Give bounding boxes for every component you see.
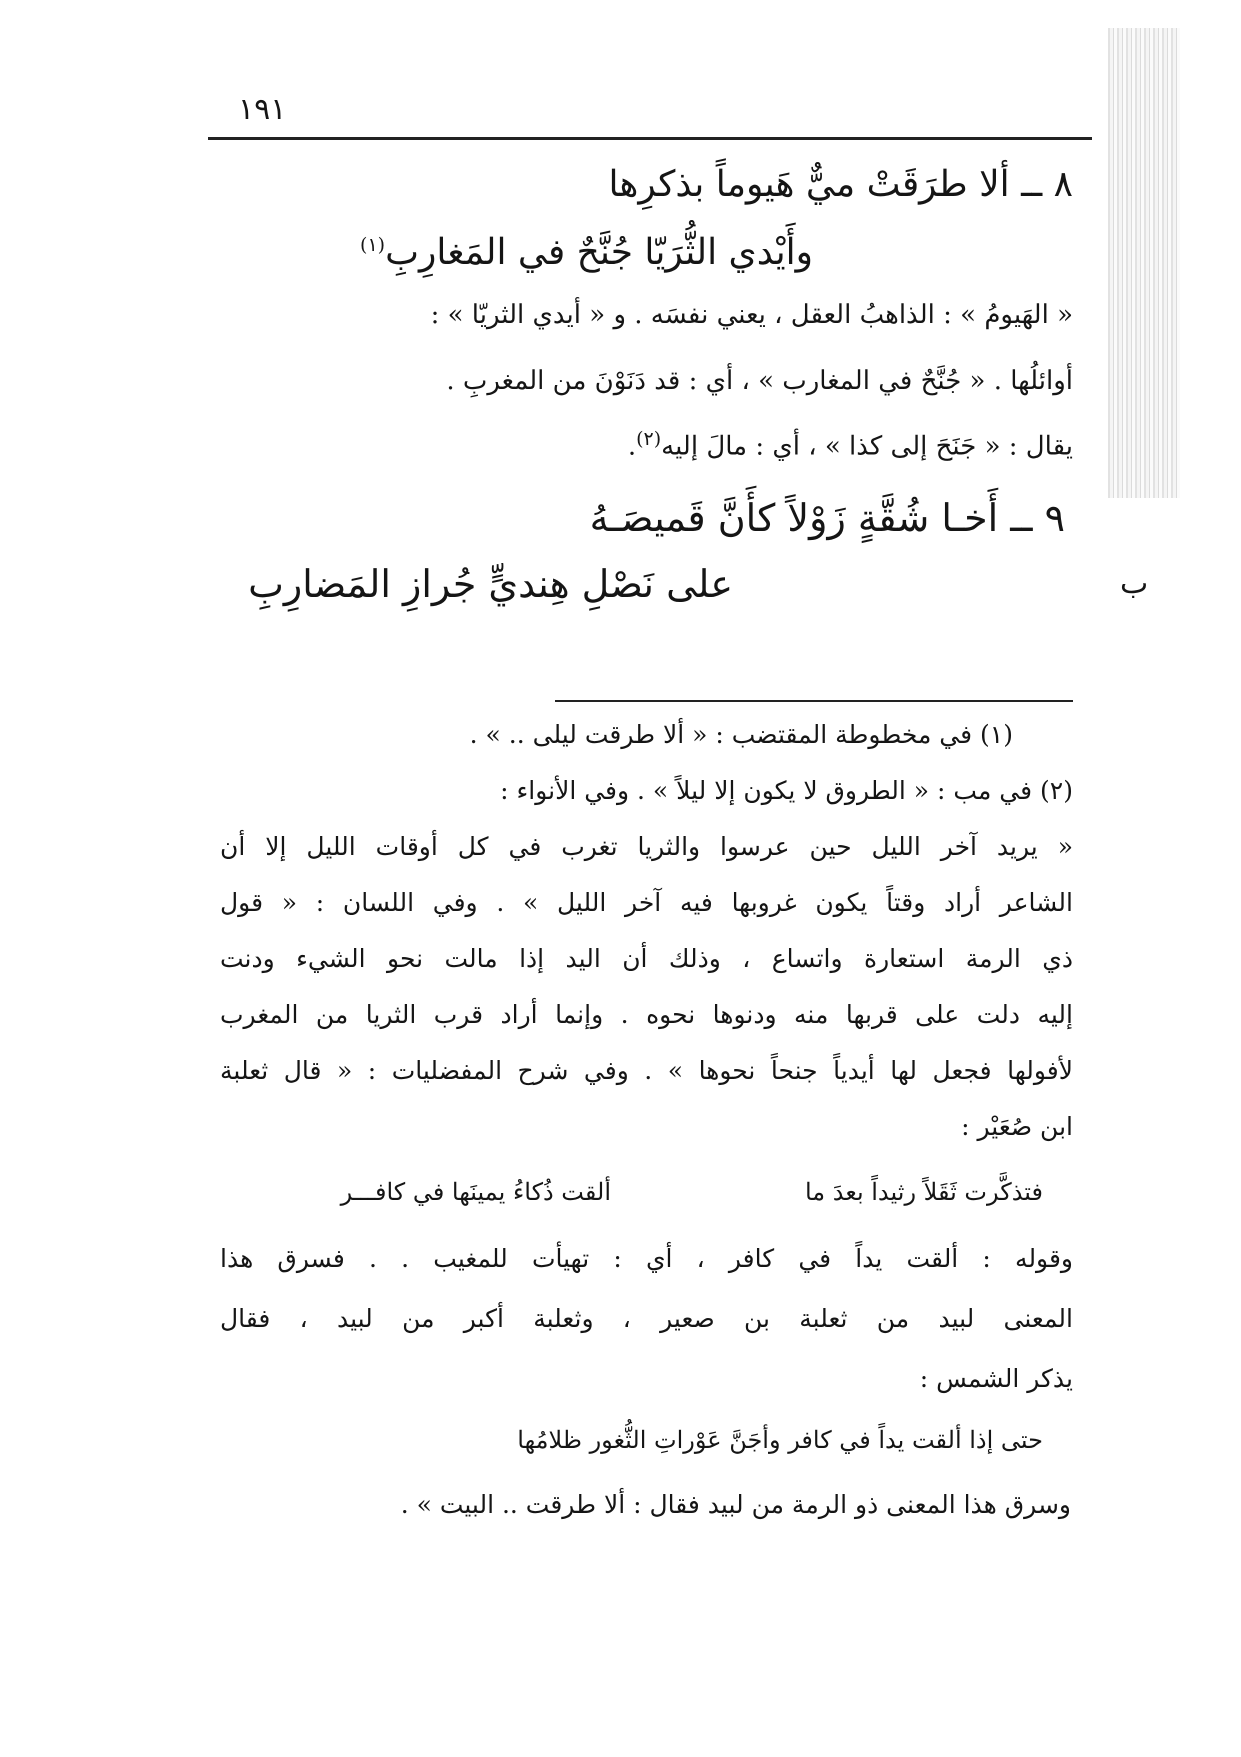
verse-9-first-hemistich: ٩ ــ أَخـا شُقَّةٍ زَوْلاً كأَنَّ قَميصَـهُ — [589, 496, 1065, 540]
commentary-line-2: أوائلُها . « جُنَّحٌ في المغارب » ، أي : قد دَنَوْنَ من المغربِ . — [446, 366, 1073, 396]
footnote-2-mid-line-1: وقوله : ألقت يداً في كافر ، أي : تهيأت للمغيب . . فسرق هذا — [220, 1244, 1073, 1273]
quoted-poem-1-first-half: فتذكَّرت ثَقَلاً رثيداً بعدَ ما — [804, 1178, 1043, 1206]
quoted-poem-2: حتى إذا ألقت يداً في كافر وأجَنَّ عَوْراتِ الثُّغور ظلامُها — [517, 1426, 1043, 1454]
footnote-2-mid-line-3: يذكر الشمس : — [919, 1364, 1073, 1393]
header-rule — [208, 137, 1092, 140]
verse-8-first-hemistich: ٨ ــ ألا طرَقَتْ ميٌّ هَيوماً بذكرِها — [608, 164, 1073, 205]
commentary-line-3 — [628, 428, 1073, 462]
verse-8-second-hemistich — [360, 232, 813, 273]
verse-8-second-text: وأَيْدي الثُّرَيّا جُنَّحٌ في المَغارِبِ — [385, 232, 813, 273]
page-number: ١٩١ — [238, 92, 287, 127]
footnote-mark-1: (١) — [360, 234, 386, 256]
quoted-poem-1-second-half: ألقت ذُكاءُ يمينَها في كافـــر — [340, 1178, 611, 1206]
footnote-2-line-4: ذي الرمة استعارة واتساع ، وذلك أن اليد إذا مالت نحو الشيء ودنت — [220, 944, 1073, 973]
footnote-mark-2: (٢) — [636, 428, 662, 450]
footnote-2-line-6: لأفولها فجعل لها أيدياً جنحاً نحوها » . وفي شرح المفضليات : « قال ثعلبة — [220, 1056, 1073, 1085]
footnote-2-line-2: « يريد آخر الليل حين عرسوا والثريا تغرب في كل أوقات الليل إلا أن — [220, 832, 1073, 861]
footnote-1: (١) في مخطوطة المقتضب : « ألا طرقت ليلى .. » . — [469, 720, 1013, 749]
commentary-line-3-text: يقال : « جَنَحَ إلى كذا » ، أي : مالَ إليه — [661, 431, 1073, 462]
footnote-2-mid-line-2: المعنى لبيد من ثعلبة بن صعير ، وثعلبة أكبر من لبيد ، فقال — [220, 1304, 1073, 1333]
footnote-2-line-7: ابن صُعَيْر : — [961, 1112, 1073, 1141]
footnote-rule — [555, 700, 1073, 702]
commentary-line-3-end: . — [627, 431, 637, 462]
commentary-line-1: « الهَيومُ » : الذاهبُ العقل ، يعني نفسَه . و « أيدي الثريّا » : — [430, 300, 1073, 330]
footnote-2-last-line: وسرق هذا المعنى ذو الرمة من لبيد فقال : ألا طرقت .. البيت » . — [400, 1490, 1071, 1519]
verse-9-second-hemistich: على نَصْلِ هِنديٍّ جُرازِ المَضارِبِ — [248, 562, 733, 606]
footnote-2-line-5: إليه دلت على قربها منه ودنوها نحوه . وإنما أراد قرب الثريا من المغرب — [220, 1000, 1073, 1029]
margin-letter: ب — [1120, 566, 1149, 601]
scan-edge-shading — [1108, 28, 1180, 498]
footnote-2-line-1: (٢) في مب : « الطروق لا يكون إلا ليلاً » . وفي الأنواء : — [500, 776, 1073, 805]
footnote-2-line-3: الشاعر أراد وقتاً يكون غروبها فيه آخر الليل » . وفي اللسان : « قول — [220, 888, 1073, 917]
